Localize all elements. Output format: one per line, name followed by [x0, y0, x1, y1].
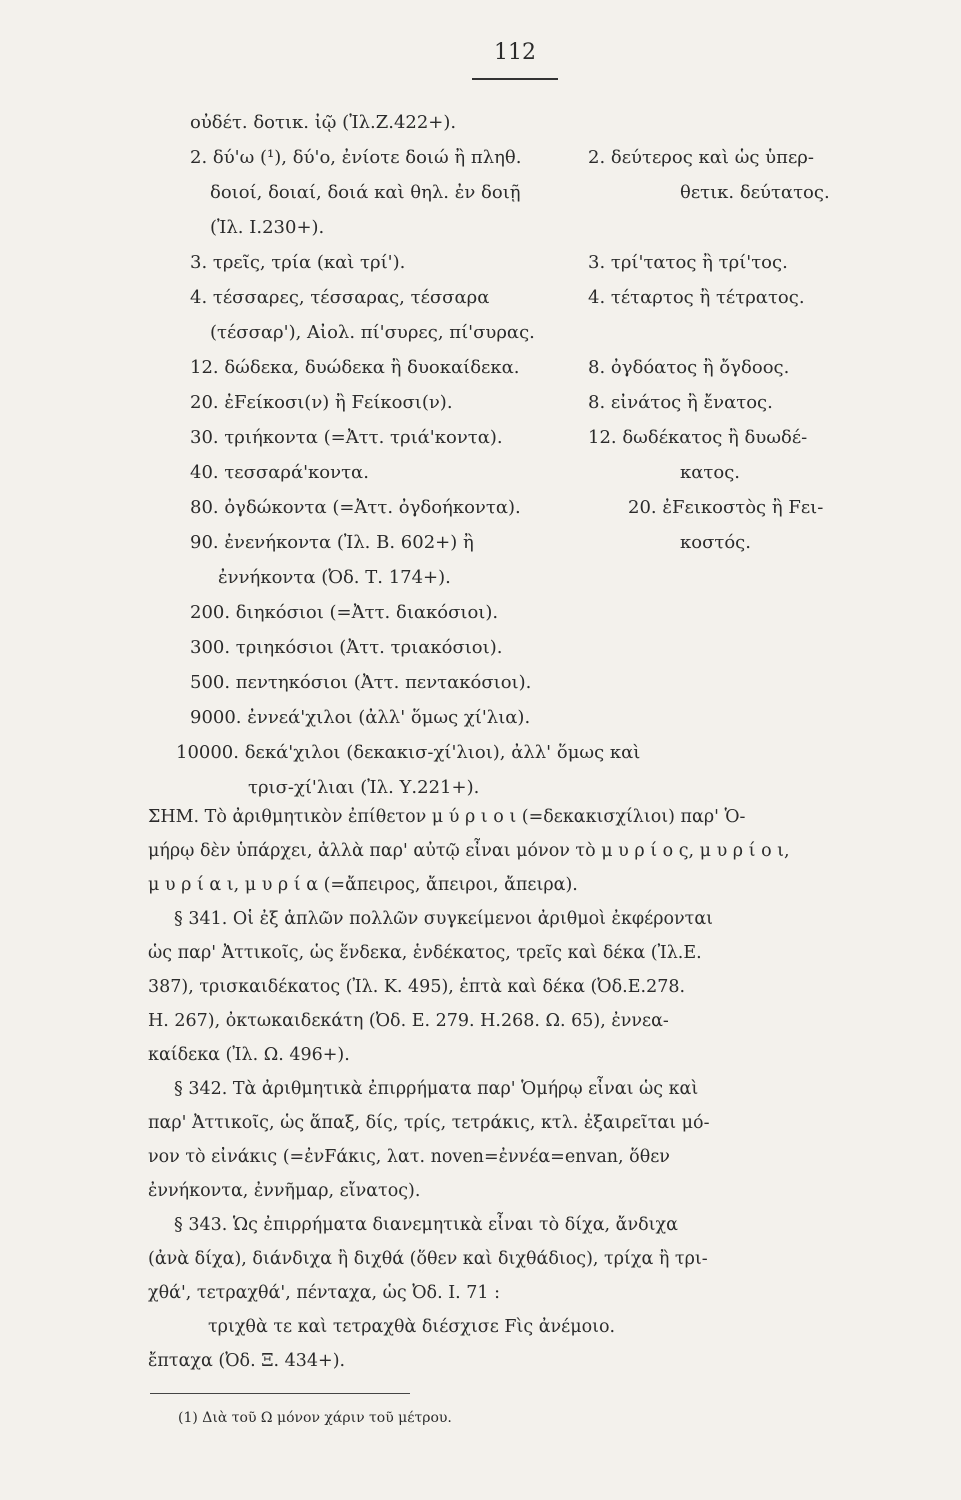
paragraph-line: (ἀνὰ δίχα), διάνδιχα ἢ διχθά (ὅθεν καὶ διχθάδιος), τρίχα ἢ τρι-	[148, 1249, 708, 1269]
paragraph-line: νον τὸ εἰνάκις (=ἐνFάκις, λατ. noven=ἐννέα=envan, ὅθεν	[148, 1147, 670, 1167]
numerals-row	[190, 668, 890, 703]
footnote-rule	[150, 1393, 410, 1394]
cardinal-entry: (Ἰλ. Ι.230+).	[210, 217, 325, 238]
cardinal-entry: 90. ἐνενήκοντα (Ἰλ. Β. 602+) ἢ	[190, 532, 474, 553]
cardinal-entry: οὐδέτ. δοτικ. ἰῷ (Ἰλ.Ζ.422+).	[190, 112, 457, 133]
footnote: (1) Διὰ τοῦ Ω μόνον χάριν τοῦ μέτρου.	[178, 1410, 452, 1426]
paragraph-line: ἔπταχα (Ὀδ. Ξ. 434+).	[148, 1351, 346, 1371]
paragraph-341	[148, 902, 878, 1072]
numerals-table	[176, 108, 890, 808]
paragraph-line: Η. 267), ὀκτωκαιδεκάτη (Ὀδ. Ε. 279. Η.268. Ω. 65), ἐννεα-	[148, 1011, 669, 1031]
ordinal-entry: 3. τρί'τατος ἢ τρί'τος.	[588, 252, 788, 273]
cardinal-entry: 200. διηκόσιοι (=Ἀττ. διακόσιοι).	[190, 602, 499, 623]
numerals-row	[190, 633, 890, 668]
paragraph-line: ὡς παρ' Ἀττικοῖς, ὡς ἕνδεκα, ἑνδέκατος, τρεῖς καὶ δέκα (Ἰλ.Ε.	[148, 943, 702, 963]
numerals-row	[190, 563, 890, 598]
numerals-row	[176, 738, 890, 773]
note-line: μ υ ρ ί α ι, μ υ ρ ί α (=ἄπειρος, ἄπειροι, ἄπειρα).	[148, 875, 578, 895]
ordinal-entry: 2. δεύτερος καὶ ὡς ὑπερ-	[588, 147, 814, 168]
verse-quotation: τριχθὰ τε καὶ τετραχθὰ διέσχισε Fὶς ἀνέμοιο.	[208, 1317, 616, 1337]
numerals-row	[190, 178, 890, 213]
cardinal-entry: 3. τρεῖς, τρία (καὶ τρί').	[190, 252, 406, 273]
cardinal-entry: 20. ἐFείκοσι(ν) ἢ Fείκοσι(ν).	[190, 392, 453, 413]
numerals-row	[190, 213, 890, 248]
cardinal-entry: (τέσσαρ'), Αἰολ. πί'συρες, πί'συρας.	[210, 322, 535, 343]
numerals-row	[190, 353, 890, 388]
numerals-row	[190, 108, 890, 143]
ordinal-entry: 20. ἐFεικοστὸς ἢ Fει-	[628, 497, 824, 518]
numerals-row	[190, 598, 890, 633]
numerals-row	[190, 283, 890, 318]
paragraph-line: παρ' Ἀττικοῖς, ὡς ἅπαξ, δίς, τρίς, τετράκις, κτλ. ἐξαιρεῖται μό-	[148, 1113, 710, 1133]
cardinal-entry: 30. τριήκοντα (=Ἀττ. τριά'κοντα).	[190, 427, 503, 448]
numerals-row	[190, 493, 890, 528]
note-sim	[148, 800, 878, 902]
cardinal-entry: 80. ὀγδώκοντα (=Ἀττ. ὀγδοήκοντα).	[190, 497, 521, 518]
cardinal-entry: 10000. δεκά'χιλοι (δεκακισ-χί'λιοι), ἀλλ' ὅμως καὶ	[176, 742, 641, 763]
numerals-row	[190, 458, 890, 493]
ordinal-entry: θετικ. δεύτατος.	[680, 182, 830, 203]
cardinal-entry: 2. δύ'ω (¹), δύ'ο, ἐνίοτε δοιώ ἢ πληθ.	[190, 147, 522, 168]
paragraph-line: § 341. Οἱ ἐξ ἁπλῶν πολλῶν συγκείμενοι ἀριθμοὶ ἐκφέρονται	[174, 909, 714, 929]
note-line: ΣΗΜ. Τὸ ἀριθμητικὸν ἐπίθετον μ ύ ρ ι ο ι (=δεκακισχίλιοι) παρ' Ὁ-	[148, 807, 746, 827]
numerals-row	[190, 423, 890, 458]
cardinal-entry: 4. τέσσαρες, τέσσαρας, τέσσαρα	[190, 287, 490, 308]
cardinal-entry: 500. πεντηκόσιοι (Ἀττ. πεντακόσιοι).	[190, 672, 532, 693]
paragraph-343	[148, 1208, 878, 1378]
numerals-row	[190, 528, 890, 563]
ordinal-entry: κατος.	[680, 462, 741, 483]
cardinal-entry: τρισ-χί'λιαι (Ἰλ. Υ.221+).	[248, 777, 480, 798]
paragraph-342	[148, 1072, 878, 1208]
cardinal-entry: 9000. ἐννεά'χιλοι (ἀλλ' ὅμως χί'λια).	[190, 707, 531, 728]
cardinal-entry: 300. τριηκόσιοι (Ἀττ. τριακόσιοι).	[190, 637, 503, 658]
page-number-rule	[472, 78, 558, 80]
paragraph-line: ἐννήκοντα, ἐννῆμαρ, εἴνατος).	[148, 1181, 421, 1201]
numerals-row	[190, 703, 890, 738]
note-line: μήρῳ δὲν ὑπάρχει, ἀλλὰ παρ' αὐτῷ εἶναι μόνον τὸ μ υ ρ ί ο ς, μ υ ρ ί ο ι,	[148, 841, 790, 861]
paragraph-line: 387), τρισκαιδέκατος (Ἰλ. Κ. 495), ἑπτὰ καὶ δέκα (Ὀδ.Ε.278.	[148, 977, 686, 997]
page-number: 112	[494, 40, 536, 65]
numerals-row	[190, 318, 890, 353]
ordinal-entry: 4. τέταρτος ἢ τέτρατος.	[588, 287, 805, 308]
numerals-row	[190, 248, 890, 283]
paragraph-line: χθά', τετραχθά', πένταχα, ὡς Ὀδ. Ι. 71 :	[148, 1283, 500, 1303]
paragraph-line: καίδεκα (Ἰλ. Ω. 496+).	[148, 1045, 350, 1065]
ordinal-entry: 8. ὀγδόατος ἢ ὄγδοος.	[588, 357, 790, 378]
paragraph-line: § 343. Ὡς ἐπιρρήματα διανεμητικὰ εἶναι τὸ δίχα, ἄνδιχα	[174, 1215, 678, 1235]
numerals-row	[190, 143, 890, 178]
cardinal-entry: δοιοί, δοιαί, δοιά καὶ θηλ. ἐν δοιῇ	[210, 182, 521, 203]
cardinal-entry: ἐννήκοντα (Ὀδ. Τ. 174+).	[218, 567, 451, 588]
paragraph-line: § 342. Τὰ ἀριθμητικὰ ἐπιρρήματα παρ' Ὁμήρῳ εἶναι ὡς καὶ	[174, 1079, 699, 1099]
cardinal-entry: 12. δώδεκα, δυώδεκα ἢ δυοκαίδεκα.	[190, 357, 520, 378]
cardinal-entry: 40. τεσσαρά'κοντα.	[190, 462, 369, 483]
ordinal-entry: 12. δωδέκατος ἢ δυωδέ-	[588, 427, 808, 448]
ordinal-entry: κοστός.	[680, 532, 751, 553]
ordinal-entry: 8. εἰνάτος ἢ ἔνατος.	[588, 392, 773, 413]
numerals-row	[190, 388, 890, 423]
